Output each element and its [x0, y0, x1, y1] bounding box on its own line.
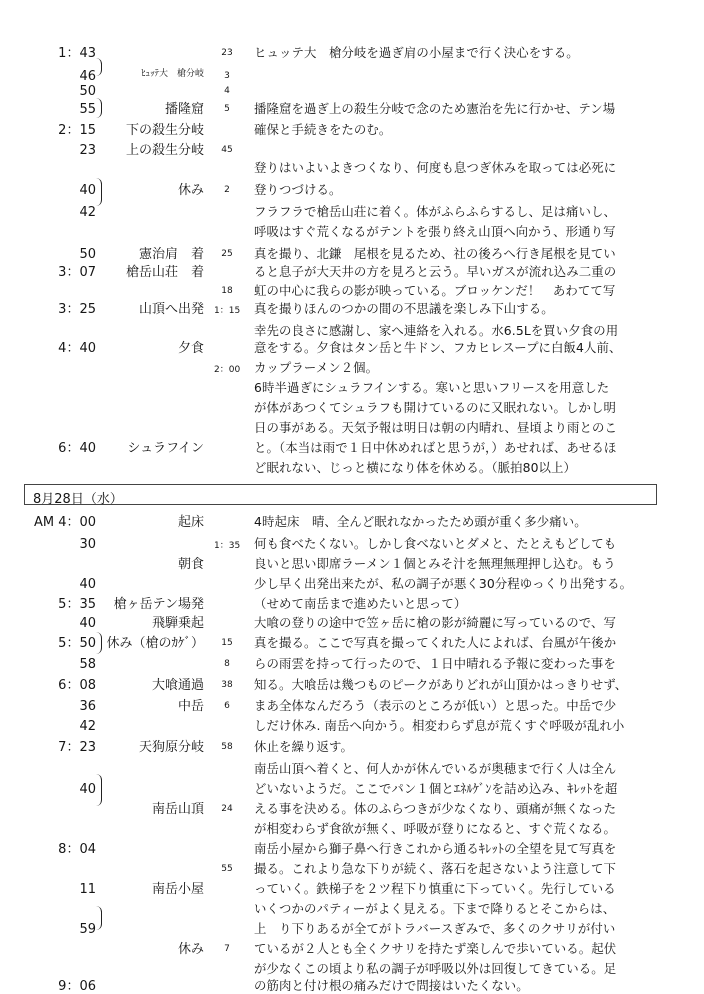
duration-cell: 23: [221, 48, 233, 58]
time-cell: 50: [79, 247, 96, 262]
time-cell: 40: [79, 183, 96, 198]
duration-cell: 24: [221, 804, 233, 814]
narrative-line: 真を撮りほんのつかの間の不思議を楽しみ下山する。: [254, 301, 554, 316]
place-cell: 槍ヶ岳テン場発: [113, 597, 204, 612]
place-cell: 休み（槍のｶｹﾞ）: [106, 636, 204, 651]
time-cell: 8：04: [58, 842, 96, 857]
brace-3: [96, 178, 102, 206]
time-cell: 42: [79, 205, 96, 220]
narrative-line: ど眠れない、じっと横になり体を休める。（脈拍80以上）: [254, 460, 577, 475]
time-cell: 55: [79, 102, 96, 117]
narrative-line: が少なくこの頃より私の調子が呼吸以外は回復してきている。足: [254, 961, 617, 976]
duration-cell: 3: [224, 71, 230, 81]
place-cell: 飛騨乗起: [151, 616, 204, 631]
narrative-line: 意をする。夕食はタン岳と牛ドン、フカヒレスープに白飯4人前、: [254, 340, 622, 355]
place-cell: 憲治肩 着: [138, 247, 204, 262]
duration-cell: 7: [224, 944, 230, 954]
narrative-line: 呼吸はすぐ荒くなるがテントを張り終え山頂へ向かう、形通り写: [254, 224, 616, 239]
place-cell: 槍岳山荘 着: [125, 265, 204, 280]
narrative-line: 4時起床 晴、全んど眠れなかったため頭が重く多少痛い。: [254, 514, 587, 529]
narrative-line: 日の事がある。天気予報は明日は朝の内晴れ、昼頃より雨とのこ: [254, 420, 617, 435]
time-cell: 58: [79, 657, 96, 672]
time-cell: 40: [79, 616, 96, 631]
narrative-line: どいないようだ。ここでパン１個とｴﾈﾙｹﾞﾝを詰め込み、ｷﾚｯﾄを超: [254, 781, 618, 796]
narrative-line: 知る。大喰岳は幾つものピークがありどれが山頂かはっきりせず、: [254, 677, 628, 692]
place-cell: 南岳山頂: [151, 802, 204, 817]
time-cell: 30: [79, 537, 96, 552]
narrative-line: が体があつくてシュラフも開けているのに又眠れない。しかし明: [254, 400, 616, 415]
narrative-line: ヒュッテ大 槍分岐を過ぎ肩の小屋まで行く決心をする。: [254, 45, 579, 60]
brace-5: [96, 774, 102, 806]
duration-cell: 4: [224, 86, 230, 96]
time-cell: 36: [79, 699, 96, 714]
duration-cell: 15: [221, 638, 233, 648]
place-cell: 播隆窟: [164, 102, 204, 117]
duration-cell: 18: [221, 286, 233, 296]
narrative-line: える事を決める。体のふらつきが少なくなり、頭痛が無くなった: [254, 801, 617, 816]
place-cell: 天狗原分岐: [138, 740, 204, 755]
narrative-line: 虹の中心に我らの影が映っている。ブロッケンだ！ あわてて写: [254, 283, 616, 298]
duration-cell: 1：15: [214, 306, 241, 316]
time-cell: 40: [79, 577, 96, 592]
narrative-line: 幸先の良さに感謝し、家へ連絡を入れる。水6.5Lを買い夕食の用: [254, 323, 619, 338]
narrative-line: 撮る。これより急な下りが続く、落石を起さないよう注意して下: [254, 861, 616, 876]
time-cell: 6：40: [58, 441, 96, 456]
duration-cell: 5: [224, 104, 230, 114]
place-cell: ﾋｭｯﾃ大 槍分岐: [140, 69, 204, 79]
time-cell: 46: [79, 69, 96, 84]
duration-cell: 55: [221, 864, 233, 874]
place-cell: 中岳: [177, 699, 204, 714]
narrative-line: カップラーメン２個。: [254, 360, 379, 375]
duration-cell: 38: [221, 680, 233, 690]
place-cell: 朝食: [177, 557, 204, 572]
narrative-line: 南岳山頂へ着くと、何人かが休んでいるが奥穂まで行く人は全ん: [254, 761, 617, 776]
narrative-line: ると息子が大天井の方を見ろと云う。早いガスが流れ込み二重の: [254, 264, 617, 279]
brace-6: [96, 906, 102, 930]
place-cell: 上の殺生分岐: [125, 143, 204, 158]
day-header-box: [24, 484, 657, 505]
time-cell: 2：15: [58, 123, 96, 138]
place-cell: 休み: [177, 183, 204, 198]
time-cell: 6：08: [58, 678, 96, 693]
narrative-line: しだけ休み. 南岳へ向かう。相変わらず息が荒くすぐ呼吸が乱れ小: [254, 718, 625, 733]
place-cell: 山頂へ出発: [138, 302, 204, 317]
time-cell: 23: [79, 143, 96, 158]
duration-cell: 58: [221, 742, 233, 752]
narrative-line: っていく。鉄梯子を２ツ程下り慎重に下っていく。先行している: [254, 881, 616, 896]
time-cell: 3：07: [58, 265, 96, 280]
narrative-line: 真を撮り、北鎌 尾根を見るため、社の後ろへ行き尾根を見てい: [254, 246, 616, 261]
place-cell: 夕食: [177, 341, 204, 356]
narrative-line: いくつかのパティーがよく見える。下まで降りるとそこからは、: [254, 901, 616, 916]
narrative-line: 休止を繰り返す。: [254, 739, 353, 754]
time-cell: 7：23: [58, 740, 96, 755]
brace-4: [96, 632, 102, 654]
narrative-line: 良いと思い即席ラーメン１個とみそ汁を無理無理押し込む。もう: [254, 556, 616, 571]
narrative-line: まあ全体なんだろう（表示のところが低い）と思った。中岳で少: [254, 698, 617, 713]
duration-cell: 6: [224, 701, 230, 711]
narrative-line: 登りはいよいよきつくなり、何度も息つぎ休みを取っては必死に: [254, 160, 617, 175]
time-cell: 5：50: [58, 636, 96, 651]
place-cell: 大喰通過: [151, 678, 204, 693]
narrative-line: 何も食べたくない。しかし食べないとダメと、たとえもどしても: [254, 536, 617, 551]
narrative-line: 6時半過ぎにシュラフインする。寒いと思いフリースを用意した: [254, 380, 610, 395]
place-cell: シュラフイン: [127, 441, 204, 456]
narrative-line: 少し早く出発出来たが、私の調子が悪く30分程ゆっくり出発する。: [254, 576, 633, 591]
narrative-line: フラフラで槍岳山荘に着く。体がふらふらするし、足は痛いし、: [254, 204, 616, 219]
time-cell: 40: [79, 782, 96, 797]
narrative-line: が相変わらず食欲が無く、呼吸が登りになると、すぐ荒くなる。: [254, 821, 616, 836]
narrative-line: 真を撮る。ここで写真を撮ってくれた人によれば、台風が午後か: [254, 635, 617, 650]
brace-2: [96, 98, 102, 118]
narrative-line: らの雨雲を持って行ったので、１日中晴れる予報に変わった事を: [254, 656, 616, 671]
duration-cell: 8: [224, 659, 230, 669]
narrative-line: （せめて南岳まで進めたいと思って）: [254, 596, 467, 611]
narrative-line: 大喰の登りの途中で笠ヶ岳に槍の影が綺麗に写っているので、写: [254, 615, 616, 630]
time-cell: 5：35: [58, 597, 96, 612]
time-cell: 11: [79, 882, 96, 897]
duration-cell: 2：00: [214, 365, 241, 375]
time-cell: 59: [79, 922, 96, 937]
place-cell: 南岳小屋: [151, 882, 204, 897]
time-cell: 3：25: [58, 302, 96, 317]
time-cell: 4：40: [58, 341, 96, 356]
brace-1: [96, 58, 102, 76]
duration-cell: 1：35: [214, 541, 241, 551]
narrative-line: 登りつづける。: [254, 182, 342, 197]
time-cell: 9：06: [58, 979, 96, 994]
duration-cell: 45: [221, 145, 233, 155]
place-cell: 休み: [177, 942, 204, 957]
narrative-line: 確保と手続きをたのむ。: [254, 122, 392, 137]
place-cell: 下の殺生分岐: [125, 123, 204, 138]
narrative-line: と。（本当は雨で１日中休めればと思うが，）あせれば、あせるほ: [254, 440, 617, 455]
time-cell: 1：43: [58, 46, 96, 61]
narrative-line: の筋肉と付け根の痛みだけで問接はいたくない。: [254, 978, 529, 993]
narrative-line: ているが２人とも全くクサリを持たず楽しんで歩いている。起伏: [254, 941, 617, 956]
time-cell: 50: [79, 84, 96, 99]
day-header-label: 8月28日（水）: [33, 492, 123, 507]
duration-cell: 25: [221, 249, 233, 259]
place-cell: 起床: [177, 515, 204, 530]
time-cell: AM 4：00: [34, 515, 97, 530]
narrative-line: 播隆窟を過ぎ上の殺生分岐で念のため憲治を先に行かせ、テン場: [254, 101, 616, 116]
time-cell: 42: [79, 719, 96, 734]
duration-cell: 2: [224, 185, 230, 195]
narrative-line: 南岳小屋から獅子鼻へ行きこれから通るｷﾚｯﾄの全望を見て写真を: [254, 841, 617, 856]
narrative-line: 上 り下りあるが全てがトラバースぎみで、多くのクサリが付い: [254, 921, 616, 936]
